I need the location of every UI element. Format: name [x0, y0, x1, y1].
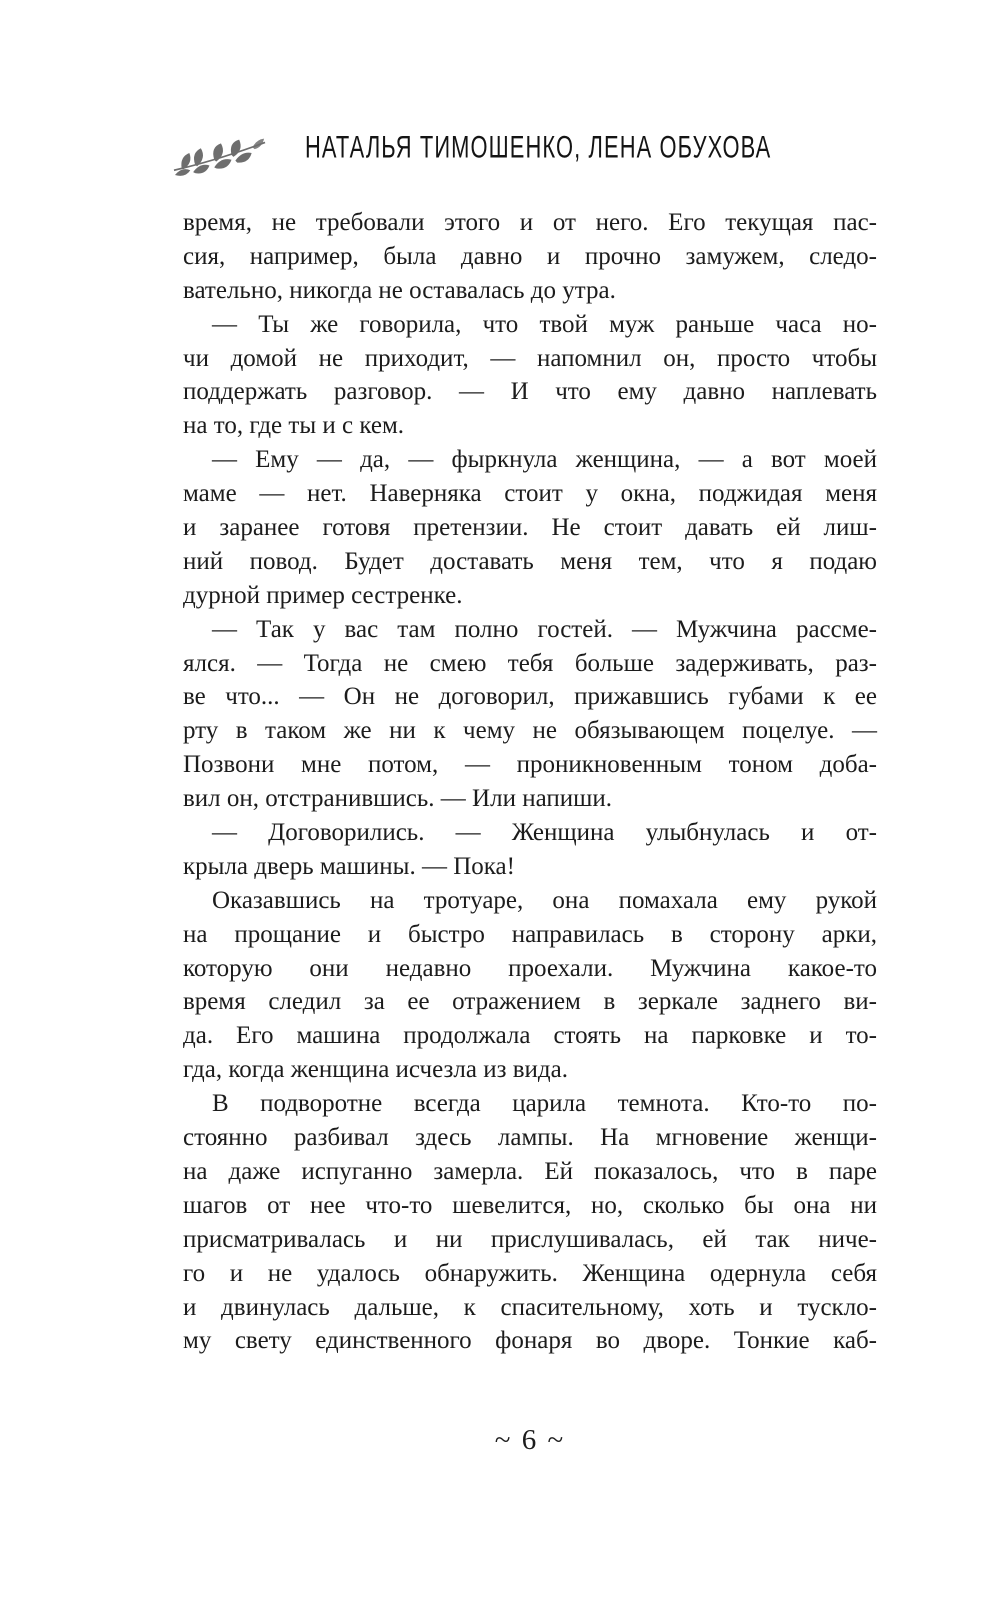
text-line: на прощание и быстро направилась в сторону арки,: [183, 920, 877, 948]
text-line: ялся. — Тогда не смею тебя больше задерживать, раз-: [183, 649, 877, 677]
text-line: рту в таком же ни к чему не обязывающем поцелуе. —: [183, 717, 877, 745]
text-line: вательно, никогда не оставалась до утра.: [183, 276, 616, 304]
text-line: — Договорились. — Женщина улыбнулась и от-: [212, 819, 877, 847]
text-line: дурной пример сестренке.: [183, 581, 463, 609]
text-line: гда, когда женщина исчезла из вида.: [183, 1056, 568, 1084]
text-line: на то, где ты и с кем.: [183, 412, 405, 440]
text-line: — Ты же говорила, что твой муж раньше часа но-: [212, 310, 877, 338]
text-line: стоянно разбивал здесь лампы. На мгновение женщи-: [183, 1124, 877, 1152]
text-line: го и не удалось обнаружить. Женщина одернула себя: [183, 1259, 877, 1287]
body-text: [183, 206, 877, 1358]
leaf-branch-icon: [172, 130, 268, 176]
text-line: и двинулась дальше, к спасительному, хоть и тускло-: [183, 1293, 877, 1321]
text-line: Оказавшись на тротуаре, она помахала ему рукой: [212, 886, 877, 914]
text-line: чи домой не приходит, — напомнил он, просто чтобы: [183, 344, 877, 372]
text-line: маме — нет. Наверняка стоит у окна, поджидая меня: [183, 480, 877, 508]
text-line: которую они недавно проехали. Мужчина какое-то: [183, 954, 877, 982]
page-number: ~ 6 ~: [494, 1424, 566, 1456]
text-line: да. Его машина продолжала стоять на парковке и то-: [183, 1022, 877, 1050]
text-line: В подворотне всегда царила темнота. Кто-то по-: [212, 1090, 877, 1118]
text-line: шагов от нее что-то шевелится, но, сколько бы она ни: [183, 1191, 877, 1219]
text-line: на даже испуганно замерла. Ей показалось, что в паре: [183, 1157, 877, 1185]
text-line: сия, например, была давно и прочно замужем, следо-: [183, 242, 877, 270]
text-line: — Ему — да, — фыркнула женщина, — а вот моей: [212, 446, 877, 474]
text-line: му свету единственного фонаря во дворе. Тонкие каб-: [183, 1327, 877, 1355]
text-line: поддержать разговор. — И что ему давно наплевать: [183, 378, 877, 406]
page-header-authors: НАТАЛЬЯ ТИМОШЕНКО, ЛЕНА ОБУХОВА: [305, 130, 772, 165]
text-line: Позвони мне потом, — проникновенным тоном доба-: [183, 751, 877, 779]
text-line: присматривалась и ни прислушивалась, ей так ниче-: [183, 1225, 877, 1253]
text-line: вил он, отстранившись. — Или напиши.: [183, 785, 612, 813]
text-line: — Так у вас там полно гостей. — Мужчина рассме-: [212, 615, 877, 643]
text-line: и заранее готовя претензии. Не стоит давать ей лиш-: [183, 514, 877, 542]
text-line: время, не требовали этого и от него. Его текущая пас-: [183, 209, 877, 236]
text-line: крыла дверь машины. — Пока!: [183, 852, 515, 880]
running-header: [172, 126, 828, 176]
text-line: ве что... — Он не договорил, прижавшись губами к ее: [183, 683, 877, 711]
text-line: время следил за ее отражением в зеркале заднего ви-: [183, 988, 877, 1016]
text-line: ний повод. Будет доставать меня тем, что я подаю: [183, 547, 877, 575]
